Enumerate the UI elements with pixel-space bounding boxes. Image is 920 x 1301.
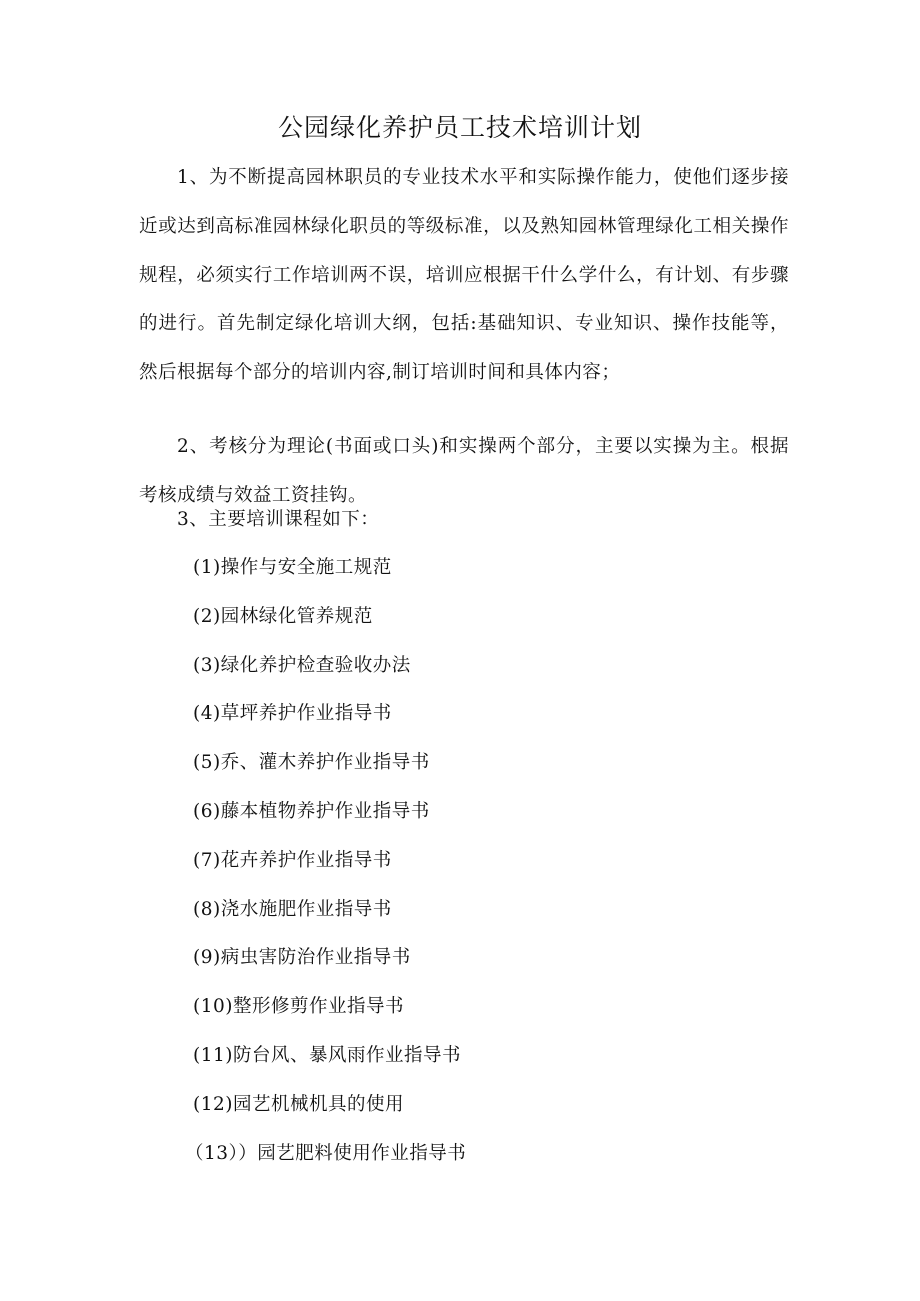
paragraph-assessment: 2、考核分为理论(书面或口头)和实操两个部分，主要以实操为主。根据考核成绩与效益工资挂钩。 (139, 436, 789, 506)
course-item-5: (5)乔、灌木养护作业指导书 (193, 752, 430, 774)
course-item-11: (11)防台风、暴风雨作业指导书 (193, 1044, 461, 1066)
course-item-2: (2)园林绿化管养规范 (193, 605, 373, 627)
course-item-1: (1)操作与安全施工规范 (193, 557, 392, 578)
course-item-12: (12)园艺机械机具的使用 (193, 1093, 404, 1115)
course-item-4: (4)草坪养护作业指导书 (193, 703, 392, 725)
course-item-10: (10)整形修剪作业指导书 (193, 996, 404, 1018)
course-item-3: (3)绿化养护检查验收办法 (193, 654, 411, 676)
course-item-8: (8)浇水施肥作业指导书 (193, 898, 392, 920)
course-item-7: (7)花卉养护作业指导书 (193, 849, 392, 871)
course-item-9: (9)病虫害防治作业指导书 (193, 947, 411, 969)
course-list (185, 544, 467, 1178)
course-item-6: (6)藤本植物养护作业指导书 (193, 800, 430, 822)
paragraph-training-purpose: 1、为不断提高园林职员的专业技术水平和实际操作能力，使他们逐步接近或达到高标准园林绿化职员的等级标准，以及熟知园林管理绿化工相关操作规程，必须实行工作培训两不误，培训应根据干什么学什么，有计划、有步骤的进行。首先制定绿化培训大纲，包括:基础知识、专业知识、操作技能等，然后根据每个部分的培训内容,制订培训时间和具体内容； (139, 167, 789, 384)
course-item-13: （13））园艺肥料使用作业指导书 (185, 1142, 467, 1164)
document-title: 公园绿化养护员工技术培训计划 (277, 113, 642, 142)
paragraph-courses-intro: 3、主要培训课程如下： (177, 509, 380, 530)
